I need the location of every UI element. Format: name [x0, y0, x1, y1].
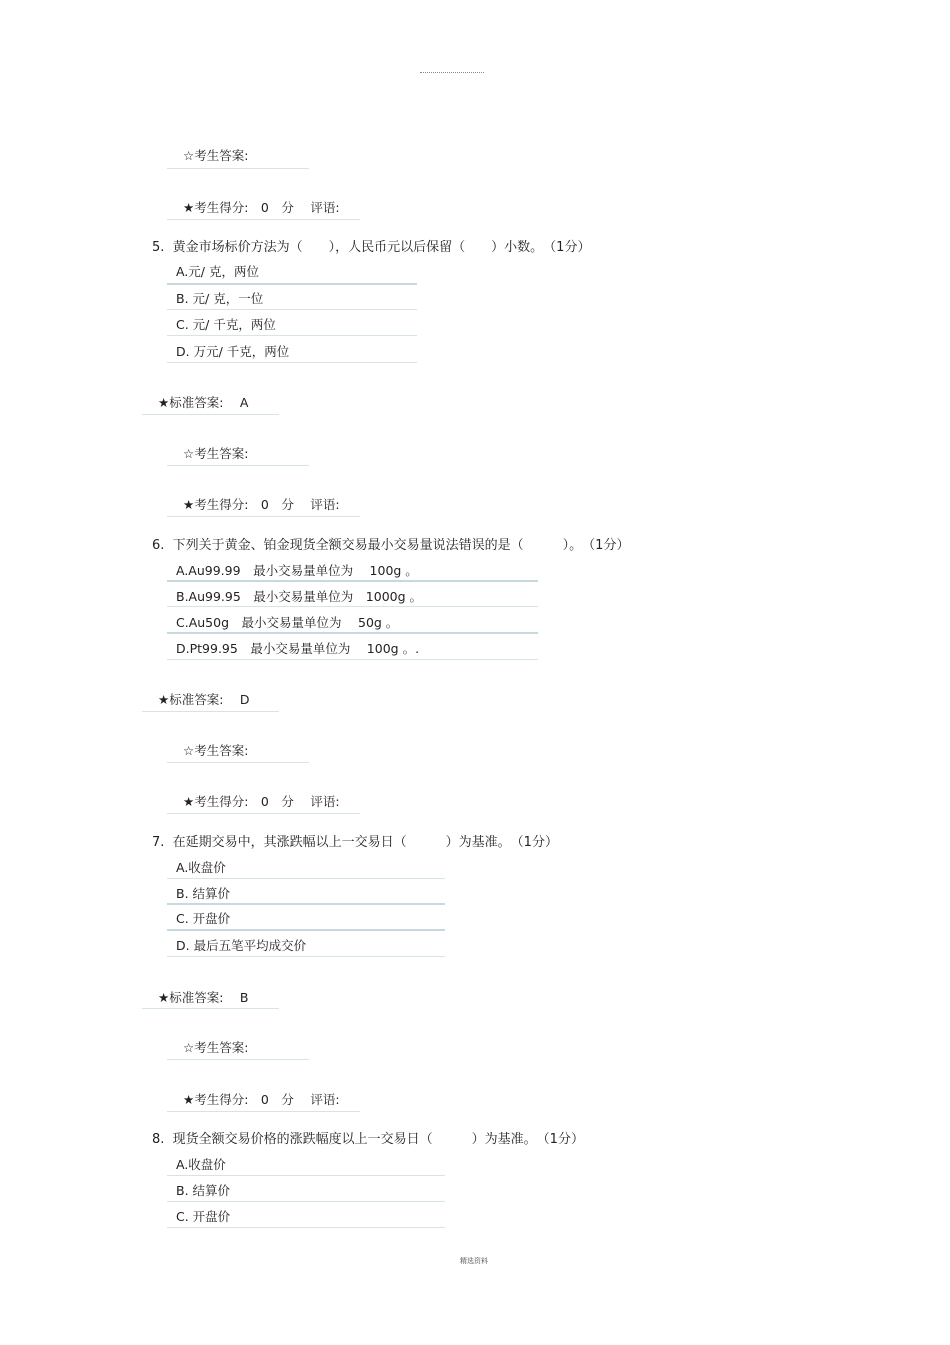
exam-score-label: ★考生得分: 0 分 评语: — [183, 794, 340, 809]
divider — [167, 813, 360, 814]
option-item: C. 开盘价 — [176, 911, 231, 926]
divider — [167, 762, 309, 763]
divider — [142, 1008, 279, 1009]
divider — [167, 465, 309, 466]
option-item: B. 结算价 — [176, 1183, 231, 1198]
question-title: 5. 黄金市场标价方法为（ ），人民币元以后保留（ ）小数。 （1分） — [152, 240, 591, 255]
divider — [167, 659, 538, 660]
divider — [167, 580, 538, 582]
divider — [167, 1201, 445, 1202]
exam-answer-label: ☆考生答案: — [183, 446, 249, 461]
question-title: 6. 下列关于黄金、铂金现货全额交易最小交易量说法错误的是（ ）。 （1分） — [152, 538, 630, 553]
divider — [142, 711, 279, 712]
option-item: D. 万元/ 千克，两位 — [176, 344, 290, 359]
divider — [167, 1175, 445, 1176]
divider — [142, 414, 279, 415]
option-item: A.元/ 克，两位 — [176, 264, 259, 279]
option-item: A.收盘价 — [176, 1157, 226, 1172]
option-item: C. 元/ 千克，两位 — [176, 317, 276, 332]
divider — [167, 309, 417, 310]
divider — [167, 1227, 445, 1228]
divider — [167, 362, 417, 363]
exam-answer-label: ☆考生答案: — [183, 148, 249, 163]
divider — [167, 219, 360, 220]
exam-score-label: ★考生得分: 0 分 评语: — [183, 497, 340, 512]
divider — [167, 956, 445, 957]
option-item: C. 开盘价 — [176, 1209, 231, 1224]
exam-answer-label: ☆考生答案: — [183, 743, 249, 758]
divider — [167, 335, 417, 336]
standard-answer: ★标准答案: D — [158, 692, 250, 707]
option-item: D.Pt99.95 最小交易量单位为 100g 。. — [176, 641, 420, 656]
header-rule — [420, 72, 484, 73]
option-item: C.Au50g 最小交易量单位为 50g 。 — [176, 615, 399, 630]
option-item: B. 结算价 — [176, 886, 231, 901]
page-footer: 精选资料 — [460, 1257, 488, 1265]
option-item: D. 最后五笔平均成交价 — [176, 938, 307, 953]
question-title: 7. 在延期交易中，其涨跌幅以上一交易日（ ）为基准。 （1分） — [152, 835, 558, 850]
exam-score-label: ★考生得分: 0 分 评语: — [183, 1092, 340, 1107]
standard-answer: ★标准答案: A — [158, 395, 249, 410]
exam-answer-label: ☆考生答案: — [183, 1040, 249, 1055]
option-item: B.Au99.95 最小交易量单位为 1000g 。 — [176, 589, 423, 604]
option-item: A.Au99.99 最小交易量单位为 100g 。 — [176, 563, 418, 578]
option-item: B. 元/ 克，一位 — [176, 291, 264, 306]
divider — [167, 878, 445, 879]
option-item: A.收盘价 — [176, 860, 226, 875]
divider — [167, 283, 417, 285]
standard-answer: ★标准答案: B — [158, 990, 249, 1005]
divider — [167, 1111, 360, 1112]
divider — [167, 1059, 309, 1060]
divider — [167, 632, 538, 634]
divider — [167, 606, 538, 607]
divider — [167, 903, 445, 905]
exam-score-label: ★考生得分: 0 分 评语: — [183, 200, 340, 215]
divider — [167, 929, 445, 931]
divider — [167, 516, 360, 517]
question-title: 8. 现货全额交易价格的涨跌幅度以上一交易日（ ）为基准。 （1分） — [152, 1132, 584, 1147]
divider — [167, 168, 309, 169]
